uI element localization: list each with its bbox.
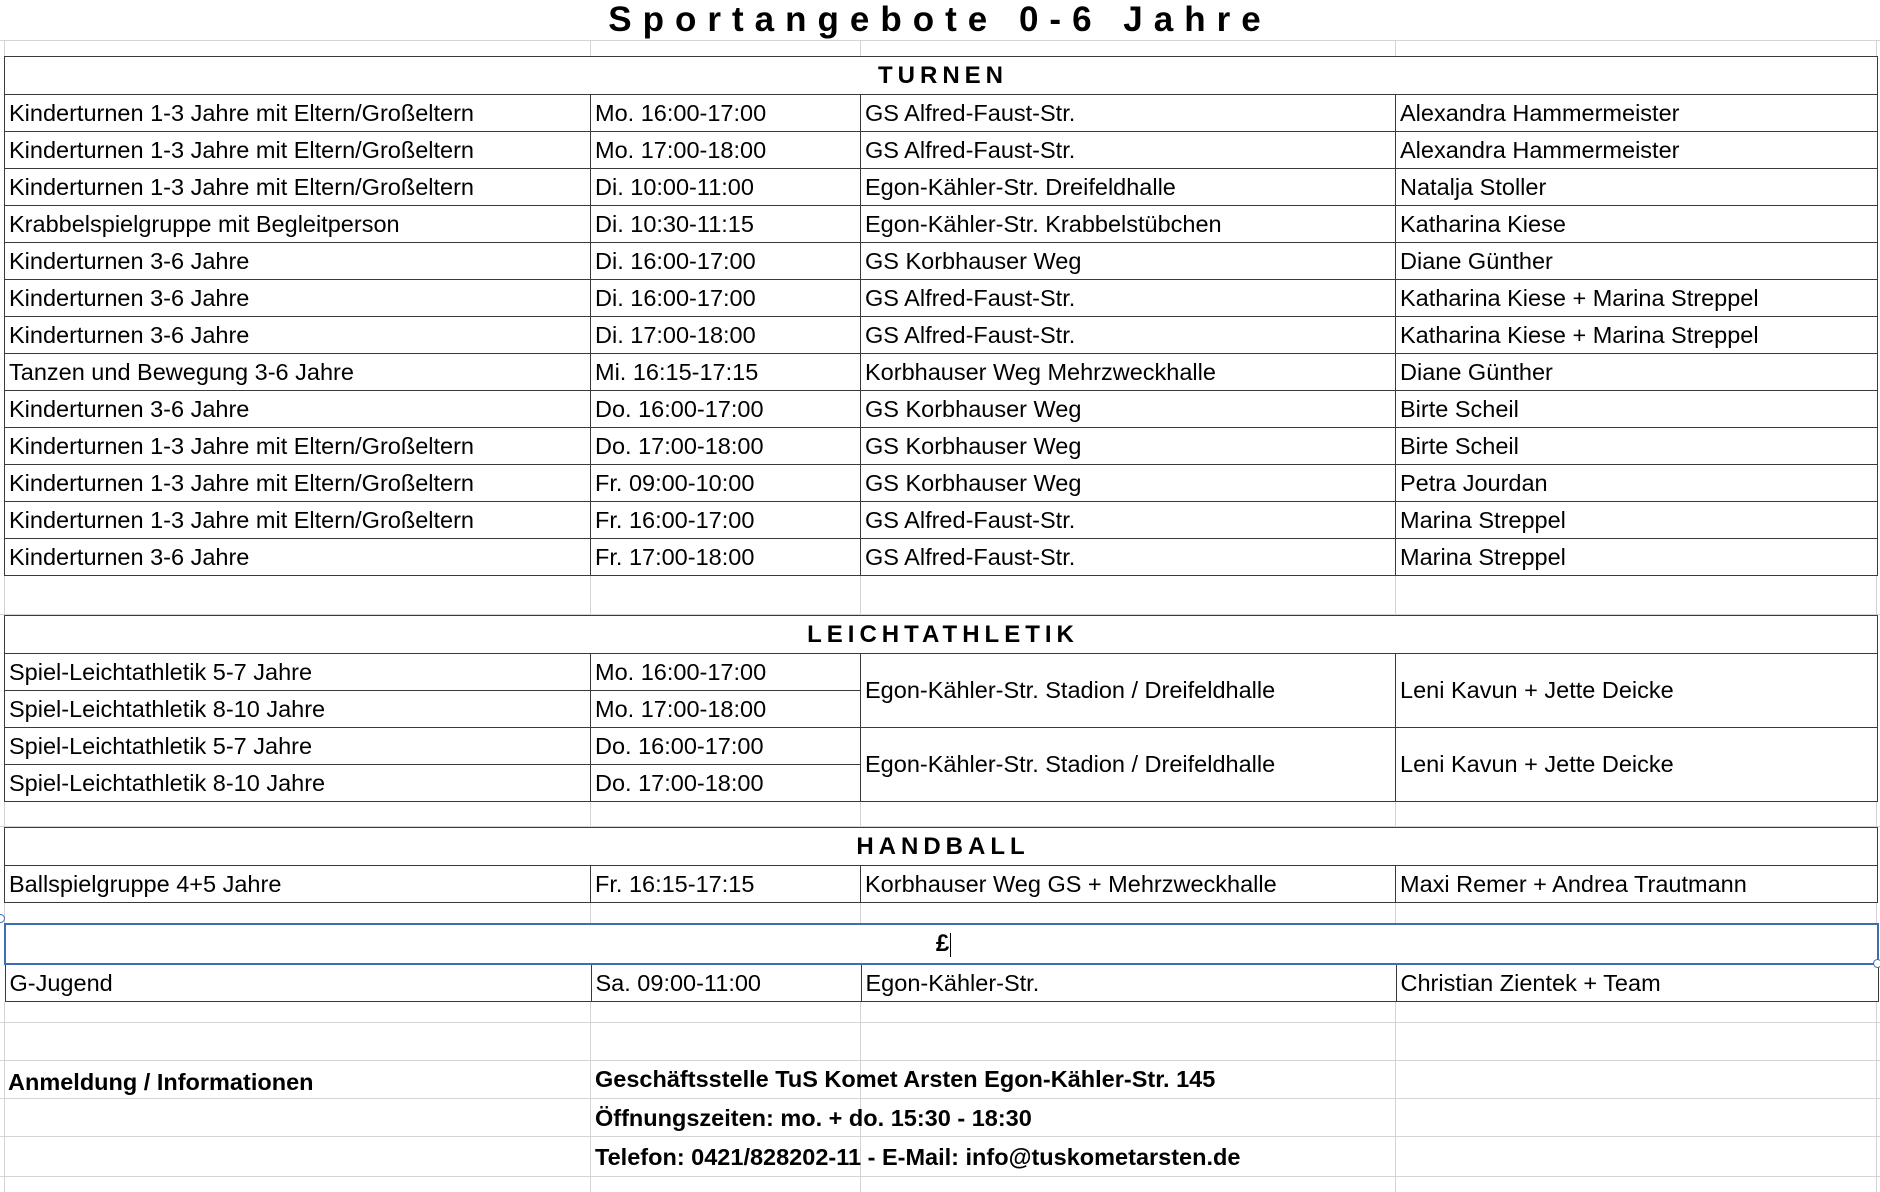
table-row bbox=[5, 654, 1878, 691]
cell-course[interactable]: Krabbelspielgruppe mit Begleitperson bbox=[5, 206, 591, 243]
cell-trainer[interactable]: Diane Günther bbox=[1396, 243, 1878, 280]
gridline bbox=[0, 1136, 1880, 1137]
section-header-leichtathletik[interactable]: LEICHTATHLETIK bbox=[5, 616, 1878, 654]
cell-time[interactable]: Di. 17:00-18:00 bbox=[591, 317, 861, 354]
cell-time[interactable]: Di. 10:00-11:00 bbox=[591, 169, 861, 206]
cell-course[interactable]: Spiel-Leichtathletik 5-7 Jahre bbox=[5, 654, 591, 691]
cell-course[interactable]: Spiel-Leichtathletik 8-10 Jahre bbox=[5, 765, 591, 802]
info-line-3[interactable]: Telefon: 0421/828202-11 - E-Mail: info@tuskometarsten.de bbox=[595, 1144, 1241, 1170]
cell-course[interactable]: Kinderturnen 1-3 Jahre mit Eltern/Großeltern bbox=[5, 169, 591, 206]
cell-trainer[interactable]: Diane Günther bbox=[1396, 354, 1878, 391]
info-label[interactable]: Anmeldung / Informationen bbox=[8, 1069, 314, 1095]
cell-trainer[interactable]: Leni Kavun + Jette Deicke bbox=[1396, 728, 1878, 802]
cell-course[interactable]: Kinderturnen 3-6 Jahre bbox=[5, 539, 591, 576]
section-turnen bbox=[4, 56, 1878, 576]
cell-location[interactable]: Egon-Kähler-Str. bbox=[861, 964, 1396, 1002]
cell-course[interactable]: Kinderturnen 1-3 Jahre mit Eltern/Großeltern bbox=[5, 132, 591, 169]
info-line-2[interactable]: Öffnungszeiten: mo. + do. 15:30 - 18:30 bbox=[595, 1105, 1032, 1131]
section-fussball bbox=[4, 923, 1879, 1002]
cell-time[interactable]: Mo. 17:00-18:00 bbox=[591, 132, 861, 169]
cell-course[interactable]: Kinderturnen 3-6 Jahre bbox=[5, 280, 591, 317]
table-row bbox=[5, 728, 1878, 765]
cell-time[interactable]: Di. 16:00-17:00 bbox=[591, 243, 861, 280]
cell-trainer[interactable]: Birte Scheil bbox=[1396, 428, 1878, 465]
cell-trainer[interactable]: Alexandra Hammermeister bbox=[1396, 95, 1878, 132]
cell-course[interactable]: Kinderturnen 1-3 Jahre mit Eltern/Großeltern bbox=[5, 428, 591, 465]
gridline bbox=[0, 40, 1880, 41]
cell-trainer[interactable]: Katharina Kiese bbox=[1396, 206, 1878, 243]
table-row bbox=[5, 280, 1878, 317]
cell-time[interactable]: Mo. 16:00-17:00 bbox=[591, 95, 861, 132]
cell-location[interactable]: Egon-Kähler-Str. Stadion / Dreifeldhalle bbox=[861, 654, 1396, 728]
selection-handle[interactable] bbox=[1873, 959, 1880, 968]
table-row bbox=[5, 132, 1878, 169]
cell-trainer[interactable]: Birte Scheil bbox=[1396, 391, 1878, 428]
table-row bbox=[5, 95, 1878, 132]
cell-location[interactable]: Egon-Kähler-Str. Krabbelstübchen bbox=[861, 206, 1396, 243]
cell-time[interactable]: Mo. 17:00-18:00 bbox=[591, 691, 861, 728]
cell-time[interactable]: Do. 16:00-17:00 bbox=[591, 391, 861, 428]
cell-time[interactable]: Di. 16:00-17:00 bbox=[591, 280, 861, 317]
cell-course[interactable]: Tanzen und Bewegung 3-6 Jahre bbox=[5, 354, 591, 391]
cell-trainer[interactable]: Maxi Remer + Andrea Trautmann bbox=[1396, 866, 1878, 903]
cell-time[interactable]: Do. 17:00-18:00 bbox=[591, 428, 861, 465]
text-cursor bbox=[950, 933, 951, 957]
cell-trainer[interactable]: Christian Zientek + Team bbox=[1396, 964, 1878, 1002]
cell-trainer[interactable]: Marina Streppel bbox=[1396, 502, 1878, 539]
section-header-fussball: £ bbox=[935, 930, 950, 957]
cell-course[interactable]: Kinderturnen 3-6 Jahre bbox=[5, 317, 591, 354]
cell-time[interactable]: Do. 16:00-17:00 bbox=[591, 728, 861, 765]
table-row bbox=[5, 964, 1878, 1002]
table-row bbox=[5, 206, 1878, 243]
cell-course[interactable]: Ballspielgruppe 4+5 Jahre bbox=[5, 866, 591, 903]
cell-trainer[interactable]: Alexandra Hammermeister bbox=[1396, 132, 1878, 169]
cell-location[interactable]: GS Alfred-Faust-Str. bbox=[861, 95, 1396, 132]
page-title[interactable]: Sportangebote 0-6 Jahre bbox=[608, 0, 1272, 39]
cell-location[interactable]: GS Alfred-Faust-Str. bbox=[861, 280, 1396, 317]
cell-time[interactable]: Sa. 09:00-11:00 bbox=[591, 964, 861, 1002]
cell-location[interactable]: Egon-Kähler-Str. Stadion / Dreifeldhalle bbox=[861, 728, 1396, 802]
cell-time[interactable]: Do. 17:00-18:00 bbox=[591, 765, 861, 802]
table-row bbox=[5, 866, 1878, 903]
cell-course[interactable]: Spiel-Leichtathletik 8-10 Jahre bbox=[5, 691, 591, 728]
section-header-handball[interactable]: HANDBALL bbox=[5, 828, 1878, 866]
cell-location[interactable]: GS Alfred-Faust-Str. bbox=[861, 502, 1396, 539]
info-line-1[interactable]: Geschäftsstelle TuS Komet Arsten Egon-Kähler-Str. 145 bbox=[595, 1066, 1216, 1092]
gridline bbox=[0, 1176, 1880, 1177]
section-handball bbox=[4, 827, 1878, 903]
cell-trainer[interactable]: Katharina Kiese + Marina Streppel bbox=[1396, 317, 1878, 354]
cell-course[interactable]: Kinderturnen 1-3 Jahre mit Eltern/Großeltern bbox=[5, 95, 591, 132]
cell-trainer[interactable]: Marina Streppel bbox=[1396, 539, 1878, 576]
cell-location[interactable]: GS Korbhauser Weg bbox=[861, 243, 1396, 280]
cell-location[interactable]: GS Alfred-Faust-Str. bbox=[861, 317, 1396, 354]
cell-trainer[interactable]: Natalja Stoller bbox=[1396, 169, 1878, 206]
section-header-edit-cell[interactable] bbox=[5, 924, 1878, 964]
cell-location[interactable]: GS Korbhauser Weg bbox=[861, 428, 1396, 465]
cell-time[interactable]: Mo. 16:00-17:00 bbox=[591, 654, 861, 691]
table-row bbox=[5, 539, 1878, 576]
cell-trainer[interactable]: Leni Kavun + Jette Deicke bbox=[1396, 654, 1878, 728]
cell-time[interactable]: Mi. 16:15-17:15 bbox=[591, 354, 861, 391]
cell-location[interactable]: GS Korbhauser Weg bbox=[861, 391, 1396, 428]
table-row bbox=[5, 502, 1878, 539]
table-row bbox=[5, 391, 1878, 428]
section-leichtathletik bbox=[4, 615, 1878, 802]
cell-course[interactable]: Kinderturnen 3-6 Jahre bbox=[5, 243, 591, 280]
cell-trainer[interactable]: Petra Jourdan bbox=[1396, 465, 1878, 502]
table-row bbox=[5, 465, 1878, 502]
cell-time[interactable]: Di. 10:30-11:15 bbox=[591, 206, 861, 243]
gridline bbox=[0, 1098, 1880, 1099]
cell-course[interactable]: Kinderturnen 3-6 Jahre bbox=[5, 391, 591, 428]
cell-time[interactable]: Fr. 09:00-10:00 bbox=[591, 465, 861, 502]
cell-location[interactable]: GS Alfred-Faust-Str. bbox=[861, 539, 1396, 576]
cell-course[interactable]: G-Jugend bbox=[5, 964, 591, 1002]
table-row bbox=[5, 354, 1878, 391]
cell-trainer[interactable]: Katharina Kiese + Marina Streppel bbox=[1396, 280, 1878, 317]
cell-course[interactable]: Kinderturnen 1-3 Jahre mit Eltern/Großeltern bbox=[5, 465, 591, 502]
cell-location[interactable]: Korbhauser Weg Mehrzweckhalle bbox=[861, 354, 1396, 391]
cell-location[interactable]: Korbhauser Weg GS + Mehrzweckhalle bbox=[861, 866, 1396, 903]
gridline bbox=[0, 1060, 1880, 1061]
table-row bbox=[5, 428, 1878, 465]
cell-location[interactable]: GS Korbhauser Weg bbox=[861, 465, 1396, 502]
table-row bbox=[5, 243, 1878, 280]
gridline bbox=[0, 1022, 1880, 1023]
cell-location[interactable]: GS Alfred-Faust-Str. bbox=[861, 132, 1396, 169]
cell-course[interactable]: Kinderturnen 1-3 Jahre mit Eltern/Großeltern bbox=[5, 502, 591, 539]
section-header-turnen[interactable]: TURNEN bbox=[5, 57, 1878, 95]
cell-time[interactable]: Fr. 16:15-17:15 bbox=[591, 866, 861, 903]
table-row bbox=[5, 169, 1878, 206]
table-row bbox=[5, 317, 1878, 354]
cell-location[interactable]: Egon-Kähler-Str. Dreifeldhalle bbox=[861, 169, 1396, 206]
cell-time[interactable]: Fr. 17:00-18:00 bbox=[591, 539, 861, 576]
cell-time[interactable]: Fr. 16:00-17:00 bbox=[591, 502, 861, 539]
cell-course[interactable]: Spiel-Leichtathletik 5-7 Jahre bbox=[5, 728, 591, 765]
